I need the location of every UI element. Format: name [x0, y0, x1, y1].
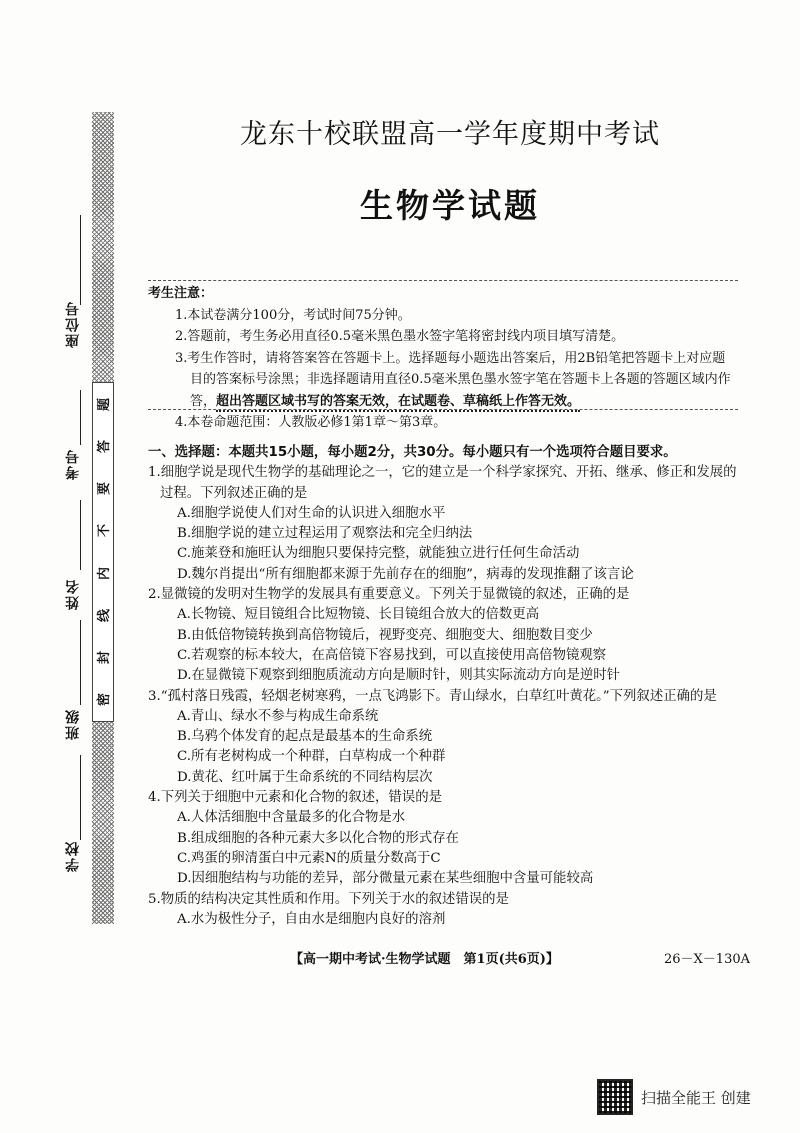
notice-heading: 考生注意： — [148, 286, 214, 301]
question-stem: 5.物质的结构决定其性质和作用。下列关于水的叙述错误的是 — [148, 891, 509, 907]
section-heading: 一、选择题：本题共15小题，每小题2分，共30分。每小题只有一个选项符合题目要求。 — [148, 445, 677, 460]
candidate-notice — [148, 280, 738, 430]
question-stem: 4.下列关于细胞中元素和化合物的叙述，错误的是 — [148, 790, 442, 806]
option: C.若观察的标本较大，在高倍镜下容易找到，可以直接使用高倍物镜观察 — [177, 647, 607, 663]
scanner-watermark: 扫描全能王 创建 — [641, 1089, 751, 1107]
question — [148, 890, 743, 931]
seal-char: 不 — [97, 524, 113, 538]
footer-paper-code: 26－X－130A — [664, 952, 750, 967]
option: C.施莱登和施旺认为细胞只要保持完整，就能独立进行任何生命活动 — [177, 546, 580, 562]
option: C.所有老树构成一个种群，白草构成一个种群 — [177, 749, 446, 765]
notice-item — [148, 348, 738, 413]
option: A.青山、绿水不参与构成生命系统 — [177, 708, 379, 724]
name-label: 姓名 — [65, 578, 81, 610]
seal-char: 答 — [97, 439, 113, 453]
option: D.黄花、红叶属于生命系统的不同结构层次 — [177, 769, 433, 785]
seal-line-box — [92, 382, 114, 722]
footer-page-info: 【高一期中考试·生物学试题 第1页(共6页)】 — [290, 952, 559, 967]
exam-no-line — [80, 390, 81, 445]
exam-no-label: 考号 — [65, 448, 81, 480]
question-stem: 1.细胞学说是现代生物学的基础理论之一，它的建立是一个科学家探究、开拓、继承、修正和发展的过程。下列叙述正确的是 — [148, 465, 737, 501]
name-line — [80, 500, 81, 570]
page-footer — [290, 948, 750, 967]
question — [148, 687, 743, 788]
option: C.鸡蛋的卵清蛋白中元素N的质量分数高于C — [177, 850, 441, 866]
question-stem: 3.“孤村落日残霞，轻烟老树寒鸦，一点飞鸿影下。青山绿水，白草红叶黄花。”下列叙述正确的是 — [148, 688, 717, 704]
option: B.乌鸦个体发育的起点是最基本的生命系统 — [177, 729, 433, 745]
seal-char: 内 — [97, 566, 113, 580]
class-line — [80, 620, 81, 705]
option: A.长物镜、短目镜组合比短物镜、长目镜组合放大的倍数更高 — [177, 607, 540, 623]
question-area — [148, 443, 743, 930]
option: B.由低倍物镜转换到高倍物镜后，视野变亮、细胞变大、细胞数目变少 — [177, 627, 593, 643]
school-label: 学校 — [65, 840, 81, 872]
seat-line — [80, 215, 81, 305]
notice-item: 1.本试卷满分100分，考试时间75分钟。 — [175, 307, 411, 323]
seal-char: 封 — [97, 651, 113, 665]
exam-title: 龙东十校联盟高一学年度期中考试 — [240, 119, 660, 150]
option: B.细胞学说的建立过程运用了观察法和完全归纳法 — [177, 526, 473, 542]
subject-title: 生物学试题 — [360, 186, 540, 225]
notice-item: 4.本卷命题范围：人教版必修1第1章～第3章。 — [175, 415, 447, 430]
seal-char: 线 — [97, 608, 113, 622]
binding-margin — [0, 0, 95, 1133]
notice-item: 2.答题前，考生务必用直径0.5毫米黑色墨水签字笔将密封线内项目填写清楚。 — [175, 329, 625, 344]
option: D.在显微镜下观察到细胞质流动方向是顺时针，则其实际流动方向是逆时针 — [177, 668, 621, 684]
notice-item-text: 3.考生作答时，请将答案答在答题卡上。选择题每小题选出答案后，用2B铅笔把答题卡上对应题目的答案标号涂黑；非选择题请用直径0.5毫米黑色墨水签字笔在答题卡上各题的答题区域内作答， — [175, 350, 731, 409]
qr-code-icon — [597, 1079, 633, 1115]
question — [148, 788, 743, 889]
seat-label: 座位号 — [65, 300, 81, 348]
option: B.组成细胞的各种元素大多以化合物的形式存在 — [177, 830, 459, 846]
option: A.人体活细胞中含量最多的化合物是水 — [177, 810, 406, 826]
option: D.因细胞结构与功能的差异，部分微量元素在某些细胞中含量可能较高 — [177, 871, 594, 887]
notice-emphasis: 超出答题区域书写的答案无效，在试题卷、草稿纸上作答无效。 — [216, 394, 580, 412]
seal-char: 要 — [97, 482, 113, 496]
option: A.水为极性分子，自由水是细胞内良好的溶剂 — [177, 911, 446, 927]
option: A.细胞学说使人们对生命的认识进入细胞水平 — [177, 505, 446, 521]
class-label: 班级 — [65, 708, 81, 740]
question-stem: 2.显微镜的发明对生物学的发展具有重要意义。下列关于显微镜的叙述，正确的是 — [148, 587, 630, 603]
school-line — [80, 755, 81, 840]
seal-char: 密 — [97, 693, 113, 707]
question — [148, 463, 743, 585]
question — [148, 585, 743, 686]
seal-char: 题 — [97, 397, 113, 411]
option: D.魏尔肖提出“所有细胞都来源于先前存在的细胞”，病毒的发现推翻了该言论 — [177, 566, 634, 582]
